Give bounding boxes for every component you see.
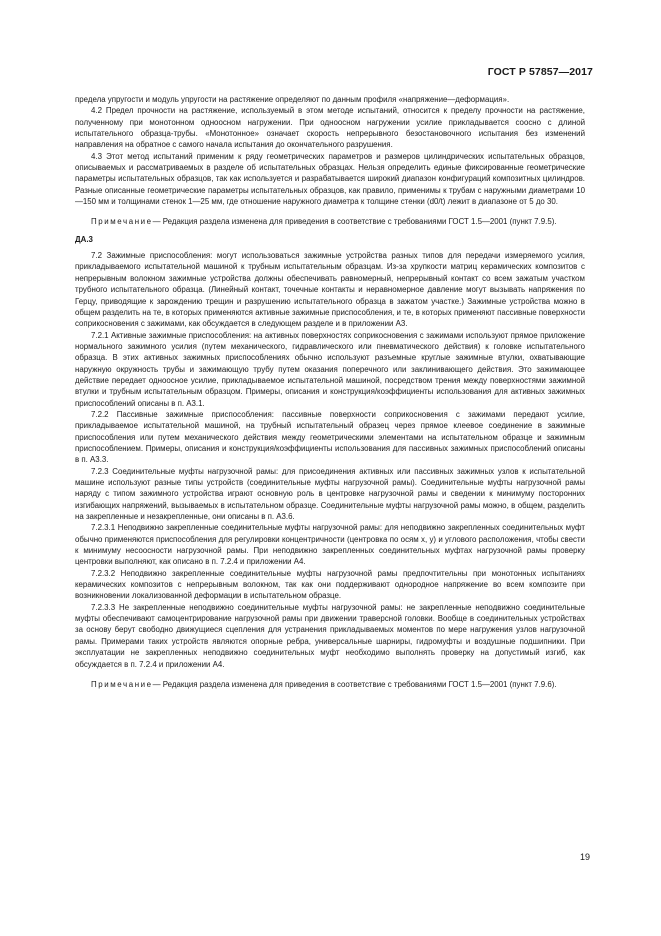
clause-7-2: 7.2 Зажимные приспособления: могут использоваться зажимные устройства разных типов для передачи измеряемого усилия, прикладываемого испытательной машиной к трубным испытательным образцам. Из-за хрупкости матриц керамических композитов с непрерывным волокном зажимные устройства должны обеспечивать равномерный, непрерывный контакт со всем зажатым участком трубного испытательного образца. (Линейный контакт, точечные контакты и неравномерное давление могут вызывать напряжения по Герцу, приводящие к зарождению трещин и разрушению испытательного образца в зажатом участке.) Зажимные устройства можно в общем разделить на те, в которых применяются активные зажимные приспособления, и те, в которых применяют пассивные поверхности соприкосновения с зажимами, как обсуждается в следующем разделе и в приложении А3. — [75, 251, 585, 329]
note-1-text: — Редакция раздела изменена для приведения в соответствие с требованиями ГОСТ 1.5—2001 (пункт 7.9.5). — [152, 217, 557, 227]
clause-4-2: 4.2 Предел прочности на растяжение, используемый в этом методе испытаний, относится к пределу прочности на растяжение, полученному при монотонном одноосном нагружении. При одноосном нагружении усилие прикладывается соосно с длиной испытательного образца-трубы. «Монотонное» означает скорость непрерывного безостановочного испытания без изменений направления на обратное с самого начала испытания до окончательного разрушения. — [75, 106, 585, 150]
note-2 — [75, 679, 585, 690]
clause-7-2-3-2: 7.2.3.2 Неподвижно закрепленные соединительные муфты нагрузочной рамы предпочтительны при монотонных испытаниях керамических композитов с непрерывным волокном, так как они поддерживают однородное напряжение во всем композите при возникновении локализованной деформации в испытательном образце. — [75, 568, 585, 601]
note-2-label: Примечание — [91, 679, 153, 689]
clause-4-3: 4.3 Этот метод испытаний применим к ряду геометрических параметров и размеров цилиндрических испытательных образцов, описываемых и рассматриваемых в разделе об испытательных образцах. Нельзя определить единые фиксированные геометрические параметры испытательных образцов, так как используется и разрабатывается широкий диапазон конфигураций композитных цилиндров. Разные описанные геометрические параметры испытательных образцов, как правило, применимы к трубам с наружными диаметрами 10—150 мм и толщинами стенок 1—25 мм, где отношение наружного диаметра к толщине стенки (d0/t) лежит в диапазоне от 5 до 30. — [75, 151, 585, 207]
note-2-text: — Редакция раздела изменена для приведения в соответствие с требованиями ГОСТ 1.5—2001 (пункт 7.9.6). — [152, 679, 557, 689]
document-body — [75, 94, 585, 690]
clause-7-2-2: 7.2.2 Пассивные зажимные приспособления: пассивные поверхности соприкосновения с зажимами передают усилие, прикладываемое испытательной машиной, на трубный испытательный образец через прямое клеевое соединение в зажимные приспособления или путем механического действия между геометрическими элементами на испытательном образце и зажимным приспособлением. Примеры, описания и конструкция/коэффициенты использования для пассивных зажимных приспособлений описаны в п. А3.3. — [75, 409, 585, 465]
clause-7-2-3-1: 7.2.3.1 Неподвижно закрепленные соединительные муфты нагрузочной рамы: для неподвижно закрепленных соединительных муфт обычно применяются приспособления для регулировки концентричности (центровка по осям x, y) и углового расположения, чтобы свести к минимуму несоосности нагрузочной рамы. При неподвижно закрепленных соединительных муфтах нагрузочной рамы проверку центровки выполняют, как описано в п. 7.2.4 и приложении А4. — [75, 523, 585, 567]
clause-7-2-1: 7.2.1 Активные зажимные приспособления: на активных поверхностях соприкосновения с зажимами используют прямое приложение нормального зажимного усилия (путем механического, гидравлического или пневматического действия) к головке испытательного образца. В этих активных зажимных приспособлениях обычно используют разъемные круглые зажимные втулки, охватывающие наружную окружность трубы и зажимающую трубу путем оказания поперечного или заклинивающего действия. Это зажимающее действие передает одноосное усилие, прикладываемое испытательной машиной, посредством трения между поверхностями зажимной втулки и трубным испытательным образцом. Примеры, описания и конструкция/коэффициенты использования для активных зажимных приспособлений описаны в п. А3.1. — [75, 330, 585, 408]
section-heading-da3: ДА.3 — [75, 234, 93, 244]
clause-7-2-3: 7.2.3 Соединительные муфты нагрузочной рамы: для присоединения активных или пассивных зажимных узлов к испытательной машине используют разные типы устройств (соединительные муфты нагрузочной рамы). Соединительные муфты нагрузочной рамы наряду с типом зажимного устройства играют основную роль в центровке нагрузочной рамы и сведении к минимуму посторонних изгибающих напряжений, вызываемых в испытательном образце. Соединительные муфты нагрузочной рамы можно, в общем, разделить на закрепленные и незакрепленные, они описаны в п. А3.6. — [75, 466, 585, 522]
paragraph-continuation: предела упругости и модуль упругости на растяжение определяют по данным профиля «напряжение—деформация». — [75, 95, 510, 104]
page-number: 19 — [579, 852, 590, 862]
note-1 — [75, 216, 585, 227]
clause-7-2-3-3: 7.2.3.3 Не закрепленные неподвижно соединительные муфты нагрузочной рамы: не закрепленные неподвижно соединительные муфты обеспечивают самоцентрирование нагрузочной рамы при движении траверсной головки. Вообще в соединительных устройствах за основу берут свободно движущиеся сцепления для устранения прикладываемых моментов по мере нагружения узлов нагрузочной рамы. Примерами таких устройств являются опорные ребра, универсальные шарниры, гидромуфты и воздушные подшипники. При эксплуатации не закрепленных неподвижно соединительных муфт необходимо выполнять проверку на допустимый изгиб, как обсуждается в п. 7.2.4 и приложении А4. — [75, 602, 585, 669]
document-header: ГОСТ Р 57857—2017 — [487, 66, 593, 78]
note-1-label: Примечание — [91, 217, 153, 227]
